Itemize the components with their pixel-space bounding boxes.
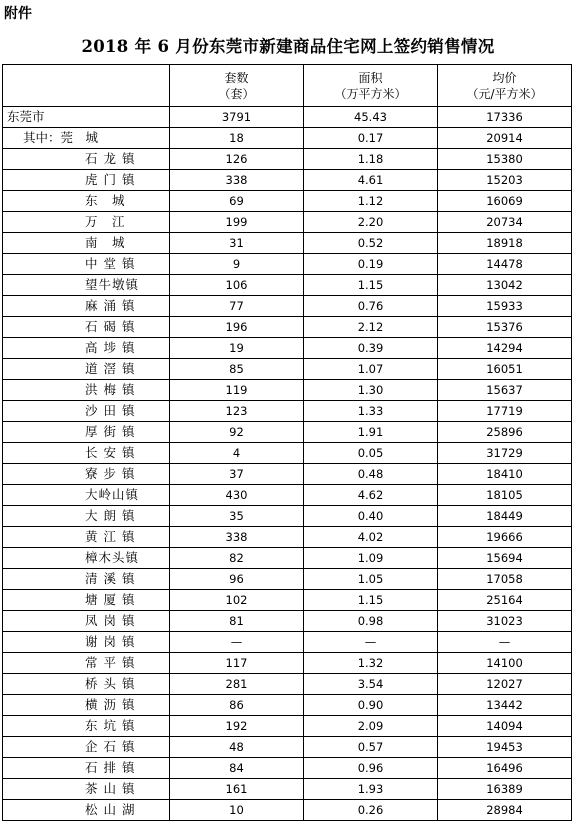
district-name-cell: 洪 梅 镇 (3, 380, 170, 401)
area-cell: 1.91 (304, 422, 438, 443)
area-cell: 0.76 (304, 296, 438, 317)
district-name-cell: 南 城 (3, 233, 170, 254)
district-name-cell: 清 溪 镇 (3, 569, 170, 590)
district-name-cell: 高 埗 镇 (3, 338, 170, 359)
district-name-cell: 长 安 镇 (3, 443, 170, 464)
area-cell: 1.12 (304, 191, 438, 212)
district-name-cell: 横 沥 镇 (3, 695, 170, 716)
table-body (3, 107, 572, 821)
district-name-cell: 东 城 (3, 191, 170, 212)
header-units-label: 套数 (224, 70, 249, 85)
units-cell: 9 (170, 254, 304, 275)
price-cell: 25896 (438, 422, 572, 443)
district-name-cell: 厚 街 镇 (3, 422, 170, 443)
area-cell: 2.12 (304, 317, 438, 338)
area-cell: 4.62 (304, 485, 438, 506)
header-price-unit: （元/平方米） (466, 86, 543, 101)
area-cell: 0.39 (304, 338, 438, 359)
price-cell: 31729 (438, 443, 572, 464)
price-cell: 17058 (438, 569, 572, 590)
header-area (304, 65, 438, 107)
price-cell: 15376 (438, 317, 572, 338)
district-name-cell: 其中：莞 城 (3, 128, 170, 149)
district-name-cell: 寮 步 镇 (3, 464, 170, 485)
area-cell: 0.57 (304, 737, 438, 758)
header-units (170, 65, 304, 107)
district-name-cell: 中 堂 镇 (3, 254, 170, 275)
price-cell: 25164 (438, 590, 572, 611)
units-cell: 123 (170, 401, 304, 422)
area-cell: 4.02 (304, 527, 438, 548)
district-name-cell: 谢 岗 镇 (3, 632, 170, 653)
price-cell: 18105 (438, 485, 572, 506)
price-cell: — (438, 632, 572, 653)
district-name-cell: 沙 田 镇 (3, 401, 170, 422)
district-name-cell: 凤 岗 镇 (3, 611, 170, 632)
units-cell: 4 (170, 443, 304, 464)
units-cell: 192 (170, 716, 304, 737)
price-cell: 19453 (438, 737, 572, 758)
units-cell: 82 (170, 548, 304, 569)
area-cell: 0.98 (304, 611, 438, 632)
units-cell: 338 (170, 527, 304, 548)
units-cell: 86 (170, 695, 304, 716)
price-cell: 19666 (438, 527, 572, 548)
price-cell: 14094 (438, 716, 572, 737)
header-price (438, 65, 572, 107)
table-row (3, 107, 572, 128)
area-cell: 0.96 (304, 758, 438, 779)
header-area-unit: （万平方米） (334, 86, 407, 101)
table-row (3, 128, 572, 149)
district-name-cell: 樟木头镇 (3, 548, 170, 569)
table-row (3, 674, 572, 695)
district-name-cell: 麻 涌 镇 (3, 296, 170, 317)
price-cell: 16389 (438, 779, 572, 800)
table-row (3, 758, 572, 779)
table-header-row (3, 65, 572, 107)
area-cell: 0.05 (304, 443, 438, 464)
district-name-cell: 大 朗 镇 (3, 506, 170, 527)
area-cell: 0.40 (304, 506, 438, 527)
table-row (3, 191, 572, 212)
table-row (3, 653, 572, 674)
area-cell: 0.48 (304, 464, 438, 485)
price-cell: 16496 (438, 758, 572, 779)
price-cell: 18410 (438, 464, 572, 485)
area-cell: 1.33 (304, 401, 438, 422)
district-name-cell: 东 坑 镇 (3, 716, 170, 737)
units-cell: 119 (170, 380, 304, 401)
units-cell: 126 (170, 149, 304, 170)
area-cell: 3.54 (304, 674, 438, 695)
units-cell: 199 (170, 212, 304, 233)
units-cell: 69 (170, 191, 304, 212)
units-cell: 77 (170, 296, 304, 317)
district-name-cell: 黄 江 镇 (3, 527, 170, 548)
units-cell: 106 (170, 275, 304, 296)
table-row (3, 149, 572, 170)
price-cell: 28984 (438, 800, 572, 821)
units-cell: 19 (170, 338, 304, 359)
units-cell: 196 (170, 317, 304, 338)
district-name-cell: 大岭山镇 (3, 485, 170, 506)
district-name-cell: 道 滘 镇 (3, 359, 170, 380)
price-cell: 20734 (438, 212, 572, 233)
header-price-label: 均价 (492, 70, 517, 85)
district-name-cell: 企 石 镇 (3, 737, 170, 758)
price-cell: 18449 (438, 506, 572, 527)
table-row (3, 170, 572, 191)
table-row (3, 275, 572, 296)
units-cell: 37 (170, 464, 304, 485)
district-name-cell: 东莞市 (3, 107, 170, 128)
price-cell: 16069 (438, 191, 572, 212)
district-name-cell: 茶 山 镇 (3, 779, 170, 800)
document-title: 2018 年 6 月份东莞市新建商品住宅网上签约销售情况 (81, 37, 495, 56)
area-cell: 1.30 (304, 380, 438, 401)
table-row (3, 527, 572, 548)
units-cell: 10 (170, 800, 304, 821)
price-cell: 14478 (438, 254, 572, 275)
units-cell: 96 (170, 569, 304, 590)
header-district (3, 65, 170, 107)
units-cell: 18 (170, 128, 304, 149)
area-cell: 0.19 (304, 254, 438, 275)
table-row (3, 632, 572, 653)
price-cell: 16051 (438, 359, 572, 380)
table-row (3, 800, 572, 821)
units-cell: 92 (170, 422, 304, 443)
units-cell: 84 (170, 758, 304, 779)
units-cell: 3791 (170, 107, 304, 128)
district-name-cell: 常 平 镇 (3, 653, 170, 674)
sales-table (2, 64, 572, 821)
table-row (3, 569, 572, 590)
table-row (3, 590, 572, 611)
units-cell: 48 (170, 737, 304, 758)
table-row (3, 443, 572, 464)
table-row (3, 380, 572, 401)
units-cell: — (170, 632, 304, 653)
price-cell: 14294 (438, 338, 572, 359)
table-row (3, 254, 572, 275)
price-cell: 12027 (438, 674, 572, 695)
area-cell: 0.52 (304, 233, 438, 254)
price-cell: 15203 (438, 170, 572, 191)
district-name-cell: 万 江 (3, 212, 170, 233)
district-name-cell: 塘 厦 镇 (3, 590, 170, 611)
table-row (3, 359, 572, 380)
price-cell: 20914 (438, 128, 572, 149)
units-cell: 117 (170, 653, 304, 674)
table-row (3, 338, 572, 359)
price-cell: 17719 (438, 401, 572, 422)
area-cell: 1.15 (304, 275, 438, 296)
table-row (3, 233, 572, 254)
price-cell: 15694 (438, 548, 572, 569)
district-name-cell: 石 龙 镇 (3, 149, 170, 170)
area-cell: 2.09 (304, 716, 438, 737)
price-cell: 31023 (438, 611, 572, 632)
area-cell: 45.43 (304, 107, 438, 128)
price-cell: 15933 (438, 296, 572, 317)
header-area-label: 面积 (358, 70, 383, 85)
district-name-cell: 松 山 湖 (3, 800, 170, 821)
table-row (3, 548, 572, 569)
area-cell: 1.32 (304, 653, 438, 674)
header-units-unit: （套） (218, 86, 255, 101)
area-cell: 0.17 (304, 128, 438, 149)
table-row (3, 296, 572, 317)
area-cell: 1.09 (304, 548, 438, 569)
units-cell: 102 (170, 590, 304, 611)
area-cell: 1.93 (304, 779, 438, 800)
district-name-cell: 望牛墩镇 (3, 275, 170, 296)
units-cell: 31 (170, 233, 304, 254)
table-row (3, 737, 572, 758)
table-row (3, 422, 572, 443)
price-cell: 14100 (438, 653, 572, 674)
price-cell: 13442 (438, 695, 572, 716)
price-cell: 18918 (438, 233, 572, 254)
area-cell: 4.61 (304, 170, 438, 191)
price-cell: 13042 (438, 275, 572, 296)
attachment-label: 附件 (4, 6, 32, 22)
district-name-cell: 虎 门 镇 (3, 170, 170, 191)
area-cell: 2.20 (304, 212, 438, 233)
area-cell: 1.15 (304, 590, 438, 611)
table-row (3, 464, 572, 485)
price-cell: 17336 (438, 107, 572, 128)
area-cell: 1.05 (304, 569, 438, 590)
area-cell: 0.90 (304, 695, 438, 716)
table-row (3, 317, 572, 338)
table-row (3, 506, 572, 527)
price-cell: 15637 (438, 380, 572, 401)
area-cell: 0.26 (304, 800, 438, 821)
table-row (3, 401, 572, 422)
table-row (3, 212, 572, 233)
price-cell: 15380 (438, 149, 572, 170)
area-cell: — (304, 632, 438, 653)
table-row (3, 611, 572, 632)
table-row (3, 485, 572, 506)
district-name-cell: 石 排 镇 (3, 758, 170, 779)
district-name-cell: 石 碣 镇 (3, 317, 170, 338)
table-row (3, 695, 572, 716)
table-row (3, 716, 572, 737)
units-cell: 161 (170, 779, 304, 800)
units-cell: 338 (170, 170, 304, 191)
district-name-cell: 桥 头 镇 (3, 674, 170, 695)
area-cell: 1.07 (304, 359, 438, 380)
units-cell: 81 (170, 611, 304, 632)
table-row (3, 779, 572, 800)
units-cell: 85 (170, 359, 304, 380)
area-cell: 1.18 (304, 149, 438, 170)
units-cell: 281 (170, 674, 304, 695)
units-cell: 35 (170, 506, 304, 527)
units-cell: 430 (170, 485, 304, 506)
